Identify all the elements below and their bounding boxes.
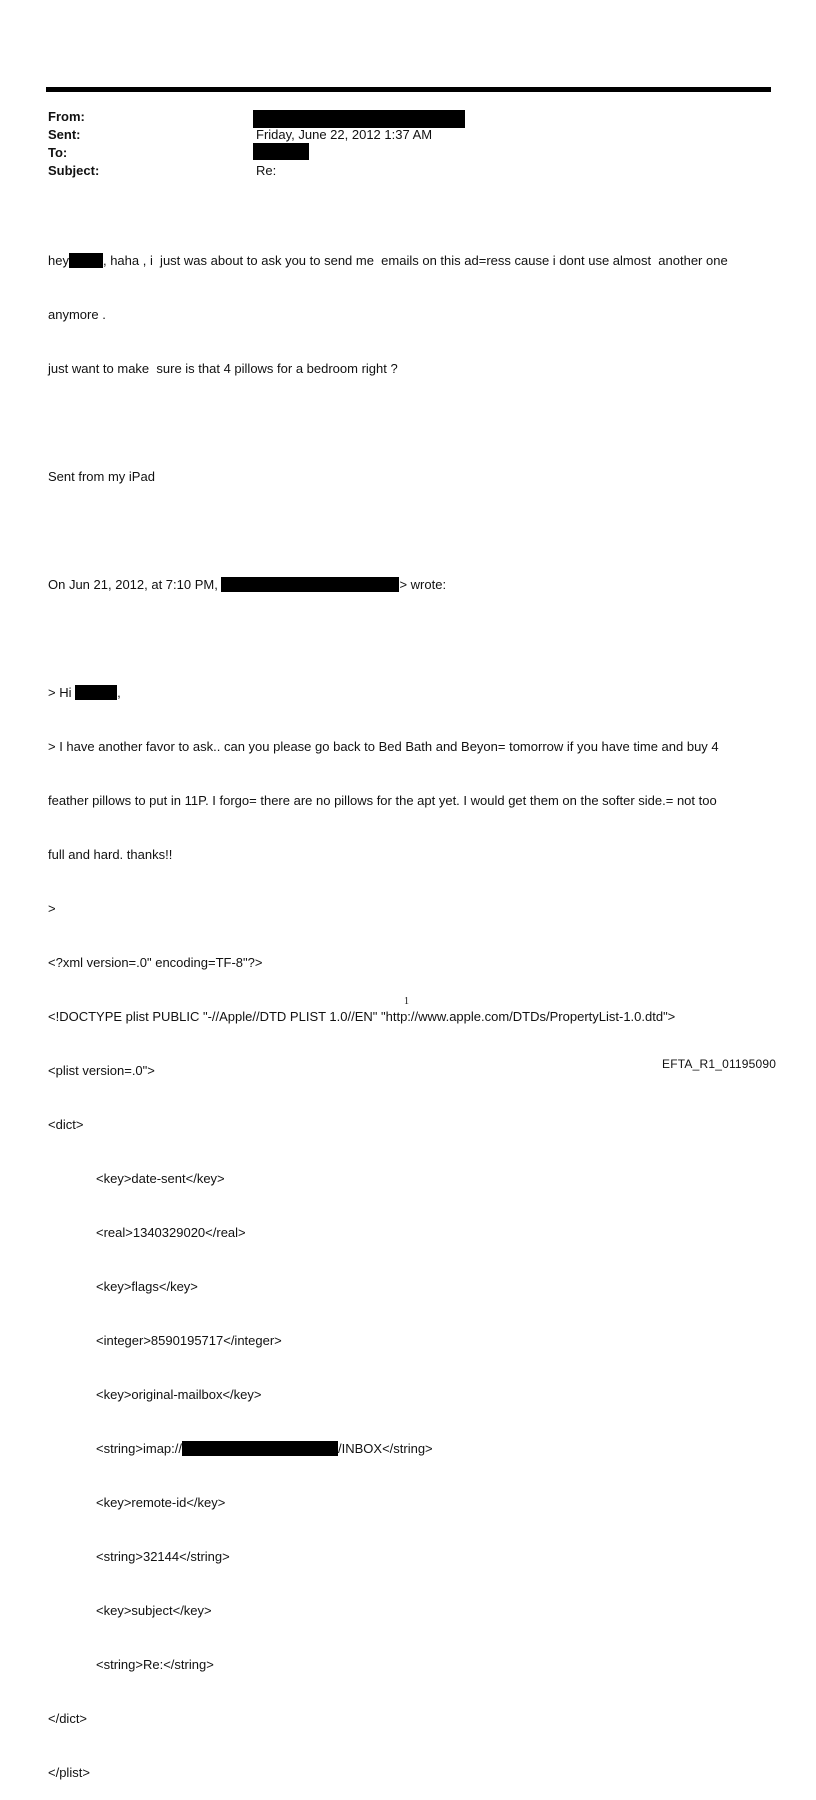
value-subject: <string>Re:</string> xyxy=(96,1657,214,1672)
recipient-redaction xyxy=(75,685,117,700)
subject-label: Subject: xyxy=(48,163,100,178)
name-redaction xyxy=(69,253,103,268)
document-id: EFTA_R1_01195090 xyxy=(662,1057,777,1071)
quote-header-date: On Jun 21, 2012, at 7:10 PM, xyxy=(48,577,218,592)
signature: Sent from my iPad xyxy=(48,469,155,484)
subject-value: Re: xyxy=(256,163,277,178)
quote-header-wrote: > wrote: xyxy=(399,577,447,592)
key-date-sent: <key>date-sent</key> xyxy=(96,1171,225,1186)
body-line-1 xyxy=(48,252,768,270)
value-remote-id: <string>32144</string> xyxy=(96,1549,230,1564)
quote-hi: > Hi xyxy=(48,685,72,700)
quote-marker: > xyxy=(48,901,56,916)
dict-open: <dict> xyxy=(48,1117,84,1132)
message-body xyxy=(48,216,768,1800)
greeting-text: hey xyxy=(48,253,69,268)
body-line-2: anymore . xyxy=(48,307,106,322)
key-remote-id: <key>remote-id</key> xyxy=(96,1495,226,1510)
sent-value: Friday, June 22, 2012 1:37 AM xyxy=(256,127,433,142)
quote-hi-comma: , xyxy=(117,685,121,700)
to-label: To: xyxy=(48,145,68,160)
page-number: 1 xyxy=(404,996,409,1007)
to-redaction xyxy=(253,143,309,160)
quote-paragraph-3: full and hard. thanks!! xyxy=(48,847,173,862)
doctype-line: <!DOCTYPE plist PUBLIC "-//Apple//DTD PLIST 1.0//EN" "http://www.apple.com/DTDs/PropertyList-1.0.dtd"> xyxy=(48,1009,676,1024)
mailbox-redaction xyxy=(182,1441,338,1456)
body-line-3: just want to make sure is that 4 pillows for a bedroom right ? xyxy=(48,361,398,376)
key-original-mailbox: <key>original-mailbox</key> xyxy=(96,1387,262,1402)
value-date-sent: <real>1340329020</real> xyxy=(96,1225,246,1240)
key-subject: <key>subject</key> xyxy=(96,1603,212,1618)
mailbox-prefix: <string>imap:// xyxy=(96,1441,182,1456)
mailbox-suffix: /INBOX</string> xyxy=(338,1441,433,1456)
plist-close: </plist> xyxy=(48,1765,90,1780)
from-label: From: xyxy=(48,109,85,124)
value-original-mailbox xyxy=(48,1440,768,1458)
value-flags: <integer>8590195717</integer> xyxy=(96,1333,282,1348)
dict-close: </dict> xyxy=(48,1711,88,1726)
quote-paragraph-2: feather pillows to put in 11P. I forgo= there are no pillows for the apt yet. I would get them on the softer side.= not too xyxy=(48,793,717,808)
key-flags: <key>flags</key> xyxy=(96,1279,198,1294)
xml-declaration: <?xml version=.0" encoding=TF-8"?> xyxy=(48,955,263,970)
sender-redaction xyxy=(221,577,399,592)
header-rule xyxy=(46,87,771,92)
body-line-1-rest: , haha , i just was about to ask you to send me emails on this ad=ress cause i dont use almost another one xyxy=(102,253,728,268)
quote-greeting xyxy=(48,684,768,702)
quote-header xyxy=(48,576,768,594)
plist-open: <plist version=.0"> xyxy=(48,1063,155,1078)
quote-paragraph-1: > I have another favor to ask.. can you please go back to Bed Bath and Beyon= tomorrow if you have time and buy 4 xyxy=(48,739,719,754)
sent-label: Sent: xyxy=(48,127,81,142)
